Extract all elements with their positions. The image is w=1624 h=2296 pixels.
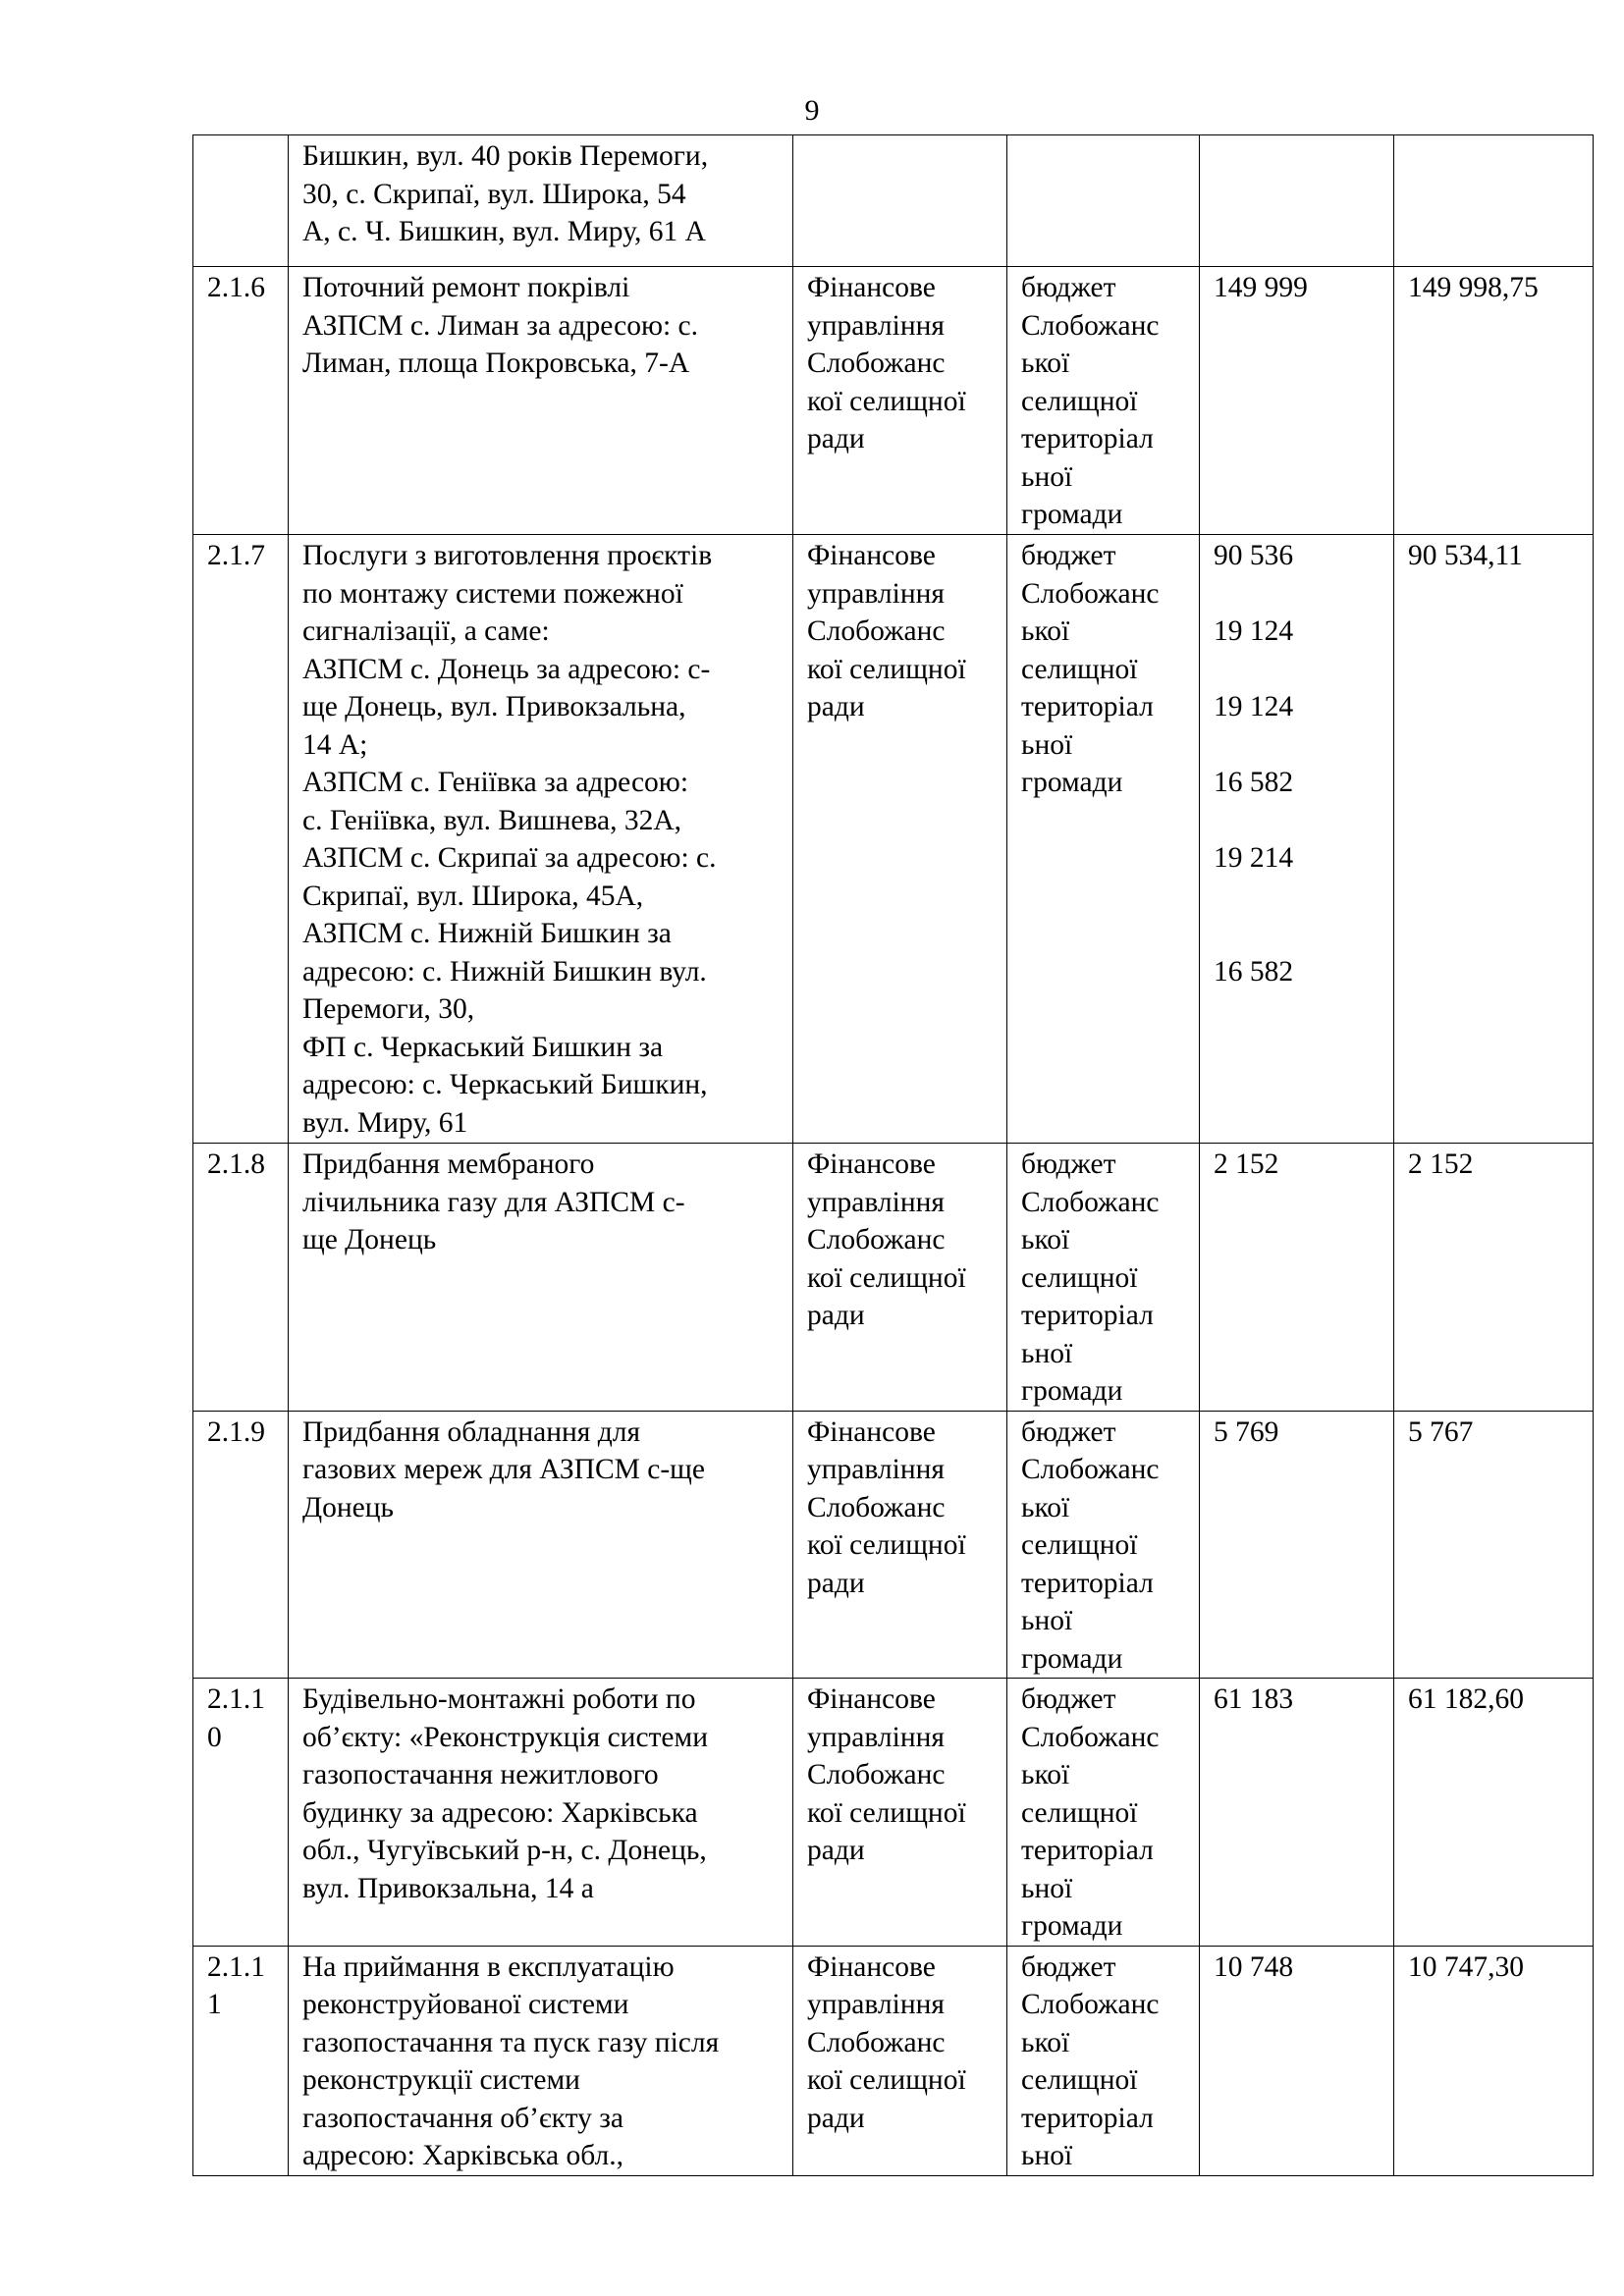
amount-value: 149 998,75	[1408, 272, 1539, 303]
text-line: адресою: Харківська обл.,	[302, 2140, 623, 2171]
cell-planned-amount	[1200, 1946, 1394, 2175]
text-line: Слобожанс	[807, 615, 946, 647]
text-line: ької	[1021, 1224, 1070, 1255]
cell-planned-amount	[1200, 535, 1394, 1144]
text-line: Донець	[302, 1491, 394, 1523]
cell-actual-amount	[1394, 1411, 1594, 1679]
cell-description	[289, 267, 793, 535]
table-row	[193, 1411, 1594, 1679]
page-number: 9	[804, 94, 820, 127]
text-line: На приймання в експлуатацію	[302, 1950, 675, 1983]
text-line: АЗПСМ с. Геніївка за адресою:	[302, 767, 689, 798]
text-line: Фінансове	[807, 272, 936, 303]
text-line: 30, с. Скрипаї, вул. Широка, 54	[302, 178, 686, 210]
text-line: селищної	[1021, 385, 1138, 417]
text-line: ще Донець	[302, 1224, 437, 1255]
table-row	[193, 135, 1594, 267]
row-number: 2.1.1	[207, 1950, 265, 1983]
table-row	[193, 1144, 1594, 1412]
cell-actual-amount	[1394, 135, 1594, 267]
text-line: селищної	[1021, 1529, 1138, 1561]
text-line: кої селищної	[807, 653, 966, 685]
cell-planned-amount	[1200, 1411, 1394, 1679]
text-line: Фінансове	[807, 1683, 936, 1715]
text-line: Слобожанс	[1021, 1721, 1160, 1753]
text-line: ьної	[1021, 2140, 1073, 2171]
amount-value: 19 124	[1214, 691, 1294, 722]
text-line: Слобожанс	[1021, 1186, 1160, 1218]
text-line: Послуги з виготовлення проєктів	[302, 540, 713, 571]
text-line: територіал	[1021, 1567, 1154, 1599]
cell-number	[193, 1144, 289, 1412]
text-line: бюджет	[1021, 1950, 1116, 1983]
row-number: 2.1.8	[207, 1148, 265, 1180]
text-line: будинку за адресою: Харківська	[302, 1796, 698, 1829]
cell-number	[193, 1679, 289, 1947]
text-line: Лиман, площа Покровська, 7-А	[302, 347, 690, 379]
amount-value: 5 769	[1214, 1415, 1279, 1448]
cell-planned-amount	[1200, 267, 1394, 535]
cell-actual-amount	[1394, 1144, 1594, 1412]
cell-description	[289, 535, 793, 1144]
cell-organization	[793, 1411, 1007, 1679]
text-line: кої селищної	[807, 2064, 966, 2096]
row-number: 2.1.7	[207, 540, 265, 571]
text-line: ще Донець, вул. Привокзальна,	[302, 691, 686, 722]
text-line: АЗПСМ с. Лиман за адресою: с.	[302, 309, 699, 342]
text-line: селищної	[1021, 1261, 1138, 1294]
cell-funding-source	[1007, 135, 1200, 267]
text-line: ради	[807, 1835, 865, 1866]
amount-value: 90 536	[1214, 540, 1294, 571]
text-line: ьної	[1021, 1605, 1073, 1636]
text-line: управління	[807, 1721, 945, 1753]
text-line: Слобожанс	[807, 1224, 946, 1255]
cell-funding-source	[1007, 1679, 1200, 1947]
table-row	[193, 267, 1594, 535]
text-line: управління	[807, 1186, 945, 1218]
cell-actual-amount	[1394, 267, 1594, 535]
table-row	[193, 535, 1594, 1144]
text-line: управління	[807, 577, 945, 610]
text-line: реконструйованої системи	[302, 1989, 629, 2020]
text-line: селищної	[1021, 2064, 1138, 2096]
text-line: обл., Чугуївський р-н, с. Донець,	[302, 1835, 707, 1866]
amount-value: 19 214	[1214, 842, 1294, 874]
amount-value: 2 152	[1408, 1148, 1474, 1180]
text-line: ФП с. Черкаський Бишкин за	[302, 1031, 664, 1063]
cell-planned-amount	[1200, 1679, 1394, 1947]
cell-description	[289, 1144, 793, 1412]
amount-value: 90 534,11	[1408, 540, 1523, 571]
cell-organization	[793, 535, 1007, 1144]
cell-number	[193, 1946, 289, 2175]
cell-organization	[793, 267, 1007, 535]
text-line: кої селищної	[807, 1261, 966, 1294]
row-number: 2.1.9	[207, 1415, 265, 1448]
cell-description	[289, 1679, 793, 1947]
text-line: АЗПСМ с. Нижній Бишкин за	[302, 918, 672, 949]
amount-value: 10 748	[1214, 1950, 1294, 1983]
text-line: Фінансове	[807, 1415, 936, 1448]
cell-number	[193, 135, 289, 267]
table-row	[193, 1946, 1594, 2175]
cell-planned-amount	[1200, 135, 1394, 267]
text-line: територіал	[1021, 691, 1154, 722]
row-number: 2.1.6	[207, 272, 265, 303]
text-line: ької	[1021, 615, 1070, 647]
text-line: бюджет	[1021, 1415, 1116, 1448]
text-line: управління	[807, 309, 945, 342]
text-line: газопостачання об’єкту за	[302, 2102, 623, 2134]
text-line: ької	[1021, 1491, 1070, 1523]
text-line: Фінансове	[807, 540, 936, 571]
text-line: газових мереж для АЗПСМ с-ще	[302, 1454, 705, 1485]
cell-actual-amount	[1394, 1946, 1594, 2175]
text-line: Придбання обладнання для	[302, 1415, 641, 1448]
text-line: А, с. Ч. Бишкин, вул. Миру, 61 А	[302, 216, 706, 247]
cell-funding-source	[1007, 535, 1200, 1144]
text-line: Слобожанс	[1021, 1989, 1160, 2020]
cell-organization	[793, 135, 1007, 267]
cell-description	[289, 1946, 793, 2175]
text-line: вул. Привокзальна, 14 а	[302, 1872, 594, 1904]
cell-number	[193, 267, 289, 535]
text-line: управління	[807, 1454, 945, 1485]
text-line: вул. Миру, 61	[302, 1106, 468, 1139]
text-line: АЗПСМ с. Скрипаї за адресою: с.	[302, 842, 717, 874]
text-line: Слобожанс	[1021, 1454, 1160, 1485]
text-line: кої селищної	[807, 385, 966, 417]
text-line: управління	[807, 1989, 945, 2020]
text-line: ької	[1021, 2026, 1070, 2058]
text-line: громади	[1021, 767, 1123, 798]
text-line: Слобожанс	[807, 347, 946, 379]
cell-organization	[793, 1679, 1007, 1947]
text-line: адресою: с. Черкаський Бишкин,	[302, 1069, 708, 1100]
text-line: по монтажу системи пожежної	[302, 577, 683, 610]
cell-funding-source	[1007, 267, 1200, 535]
cell-actual-amount	[1394, 535, 1594, 1144]
cell-actual-amount	[1394, 1679, 1594, 1947]
cell-funding-source	[1007, 1946, 1200, 2175]
text-line: об’єкту: «Реконструкція системи	[302, 1721, 708, 1753]
cell-funding-source	[1007, 1144, 1200, 1412]
amount-value: 2 152	[1214, 1148, 1279, 1180]
text-line: ьної	[1021, 460, 1073, 493]
text-line: Придбання мембраного	[302, 1148, 595, 1180]
cell-number	[193, 535, 289, 1144]
text-line: сигналізації, а саме:	[302, 615, 550, 647]
text-line: громади	[1021, 1642, 1123, 1675]
text-line: ької	[1021, 1759, 1070, 1790]
text-line: газопостачання та пуск газу після	[302, 2026, 720, 2058]
text-line: газопостачання нежитлового	[302, 1759, 659, 1790]
text-line: ьної	[1021, 1872, 1073, 1904]
text-line: адресою: с. Нижній Бишкин вул.	[302, 955, 707, 988]
cell-organization	[793, 1946, 1007, 2175]
row-number: 1	[207, 1989, 222, 2020]
text-line: ради	[807, 1300, 865, 1331]
text-line: селищної	[1021, 653, 1138, 685]
text-line: Слобожанс	[807, 1491, 946, 1523]
text-line: громади	[1021, 1375, 1123, 1407]
budget-table	[192, 134, 1594, 2176]
text-line: селищної	[1021, 1796, 1138, 1829]
text-line: кої селищної	[807, 1529, 966, 1561]
amount-value: 16 582	[1214, 955, 1294, 988]
text-line: ької	[1021, 347, 1070, 379]
text-line: територіал	[1021, 1300, 1154, 1331]
text-line: бюджет	[1021, 1148, 1116, 1180]
text-line: Поточний ремонт покрівлі	[302, 272, 630, 303]
text-line: ради	[807, 2102, 865, 2134]
text-line: ради	[807, 1567, 865, 1599]
amount-value: 16 582	[1214, 767, 1294, 798]
text-line: Слобожанс	[1021, 309, 1160, 342]
text-line: Бишкин, вул. 40 років Перемоги,	[302, 140, 709, 172]
text-line: кої селищної	[807, 1796, 966, 1829]
text-line: Фінансове	[807, 1950, 936, 1983]
amount-value: 19 124	[1214, 615, 1294, 647]
text-line: 14 А;	[302, 728, 368, 761]
amount-value: 10 747,30	[1408, 1950, 1524, 1983]
text-line: бюджет	[1021, 1683, 1116, 1715]
cell-planned-amount	[1200, 1144, 1394, 1412]
text-line: ьної	[1021, 728, 1073, 761]
text-line: Слобожанс	[1021, 577, 1160, 610]
text-line: територіал	[1021, 423, 1154, 454]
cell-description	[289, 1411, 793, 1679]
table-row	[193, 1679, 1594, 1947]
cell-funding-source	[1007, 1411, 1200, 1679]
amount-value: 61 182,60	[1408, 1683, 1524, 1715]
text-line: с. Геніївка, вул. Вишнева, 32А,	[302, 804, 682, 836]
text-line: Слобожанс	[807, 1759, 946, 1790]
amount-value: 149 999	[1214, 272, 1308, 303]
text-line: Скрипаї, вул. Широка, 45А,	[302, 880, 644, 912]
cell-organization	[793, 1144, 1007, 1412]
row-number: 0	[207, 1721, 222, 1753]
text-line: Слобожанс	[807, 2026, 946, 2058]
text-line: АЗПСМ с. Донець за адресою: с-	[302, 653, 711, 685]
text-line: лічильника газу для АЗПСМ с-	[302, 1186, 685, 1218]
cell-number	[193, 1411, 289, 1679]
text-line: реконструкції системи	[302, 2064, 580, 2096]
text-line: громади	[1021, 1910, 1123, 1942]
text-line: громади	[1021, 499, 1123, 530]
text-line: територіал	[1021, 1835, 1154, 1866]
cell-description	[289, 135, 793, 267]
text-line: бюджет	[1021, 540, 1116, 571]
text-line: ради	[807, 691, 865, 722]
text-line: ьної	[1021, 1337, 1073, 1369]
text-line: територіал	[1021, 2102, 1154, 2134]
text-line: бюджет	[1021, 272, 1116, 303]
text-line: Будівельно-монтажні роботи по	[302, 1683, 696, 1715]
text-line: Фінансове	[807, 1148, 936, 1180]
text-line: Перемоги, 30,	[302, 993, 475, 1025]
amount-value: 5 767	[1408, 1415, 1474, 1448]
row-number: 2.1.1	[207, 1683, 265, 1715]
amount-value: 61 183	[1214, 1683, 1294, 1715]
text-line: ради	[807, 423, 865, 454]
